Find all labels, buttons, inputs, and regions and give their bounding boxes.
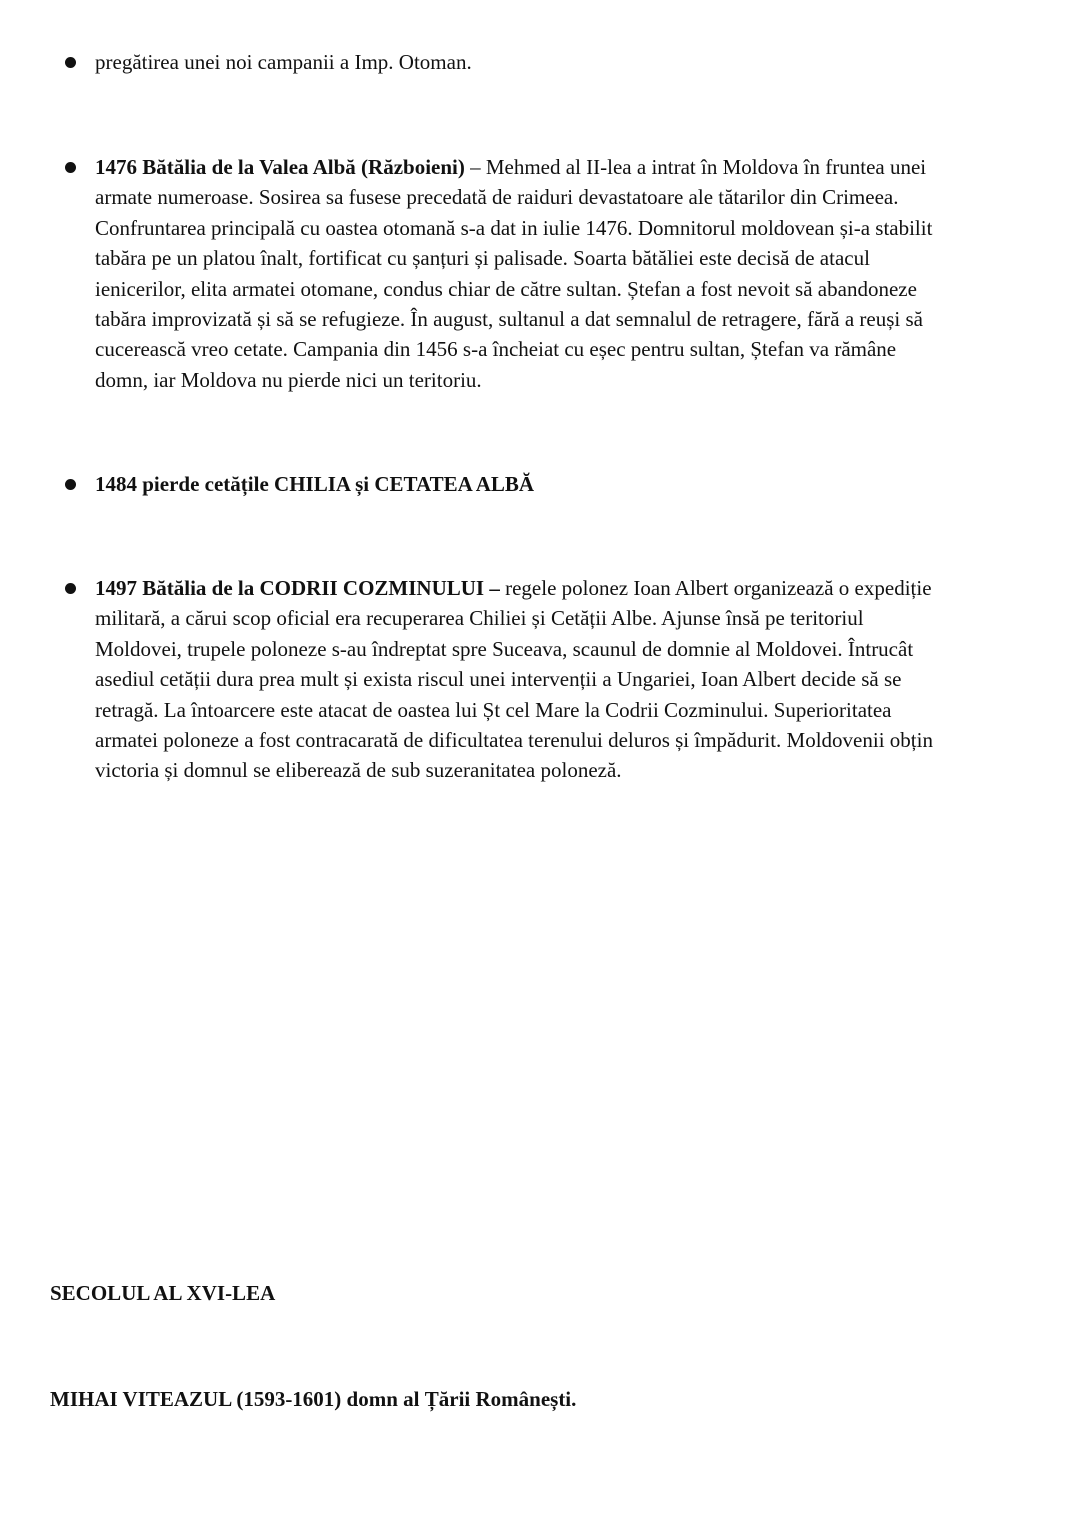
bullet-item bbox=[95, 573, 1055, 786]
line-text: Moldovei, trupele poloneze s-au îndreptat spre Suceava, scaunul de domnie al Moldovei. Întrucât bbox=[95, 636, 914, 661]
bold-lead: 1476 Bătălia de la Valea Albă (Războieni) bbox=[95, 155, 465, 179]
section-heading: SECOLUL AL XVI-LEA bbox=[50, 1281, 276, 1305]
line-text: armatei poloneze a fost contracarată de dificultatea terenului deluros și împădurit. Moldovenii obțin bbox=[95, 728, 933, 753]
bullet-item bbox=[95, 469, 1055, 499]
text-line bbox=[95, 725, 1055, 755]
line-text: – Mehmed al II-lea a intrat în Moldova în fruntea unei bbox=[464, 155, 927, 179]
text-line bbox=[95, 573, 1055, 603]
text-line bbox=[95, 664, 1055, 694]
line-text: militară, a cărui scop oficial era recuperarea Chiliei și Cetății Albe. Ajunse însă pe teritoriul bbox=[95, 606, 864, 631]
line-text: regele polonez Ioan Albert organizează o expediție bbox=[499, 576, 932, 600]
line-text: Confruntarea principală cu oastea otomană s-a dat in iulie 1476. Domnitorul moldovean și-a stabilit bbox=[95, 215, 933, 240]
text-line bbox=[95, 334, 1055, 364]
line-text: retragă. La întoarcere este atacat de oastea lui Șt cel Mare la Codrii Cozminului. Superioritatea bbox=[95, 697, 892, 722]
text-line bbox=[95, 213, 1055, 243]
line-text: cucerească vreo cetate. Campania din 1456 s-a încheiat cu eșec pentru sultan, Ștefan va rămâne bbox=[95, 337, 897, 362]
line-text: tabăra pe un platou înalt, fortificat cu șanțuri și palisade. Soarta bătăliei este decisă de atacul bbox=[95, 246, 870, 271]
text-line bbox=[95, 469, 1055, 499]
line-text: pregătirea unei noi campanii a Imp. Otoman. bbox=[95, 50, 472, 74]
line-text: victoria și domnul se eliberează de sub suzeranitatea poloneză. bbox=[95, 758, 622, 783]
bullet-icon bbox=[65, 583, 76, 594]
subsection-heading: MIHAI VITEAZUL (1593-1601) domn al Țării Românești. bbox=[50, 1387, 577, 1411]
text-line bbox=[95, 603, 1055, 633]
bullet-item bbox=[95, 152, 1055, 395]
bullet-icon bbox=[65, 479, 76, 490]
text-line bbox=[95, 152, 1055, 182]
line-text: asediul cetății dura prea mult și exista riscul unei intervenții a Ungariei, Ioan Albert decide să se bbox=[95, 667, 902, 692]
bullet-item bbox=[95, 47, 1055, 77]
text-line bbox=[95, 365, 1055, 395]
bold-lead: 1497 Bătălia de la CODRII COZMINULUI – bbox=[95, 576, 500, 600]
bullet-icon bbox=[65, 57, 76, 68]
bold-lead: 1484 pierde cetățile CHILIA și CETATEA ALBĂ bbox=[95, 472, 535, 496]
text-line bbox=[95, 634, 1055, 664]
line-text: ienicerilor, elita armatei otomane, condus chiar de către sultan. Ștefan a fost nevoit să abandoneze bbox=[95, 276, 917, 301]
text-line bbox=[95, 755, 1055, 785]
text-line bbox=[95, 182, 1055, 212]
text-line bbox=[95, 304, 1055, 334]
line-text: domn, iar Moldova nu pierde nici un teritoriu. bbox=[95, 367, 482, 392]
text-line bbox=[95, 695, 1055, 725]
bullet-icon bbox=[65, 162, 76, 173]
line-text: tabăra improvizată și să se refugieze. În august, sultanul a dat semnalul de retragere, fără a reuși să bbox=[95, 307, 923, 332]
line-text: armate numeroase. Sosirea sa fusese precedată de raiduri devastatoare ale tătarilor din Crimeea. bbox=[95, 185, 899, 210]
text-line bbox=[95, 274, 1055, 304]
text-line bbox=[95, 243, 1055, 273]
text-line bbox=[95, 47, 1055, 77]
